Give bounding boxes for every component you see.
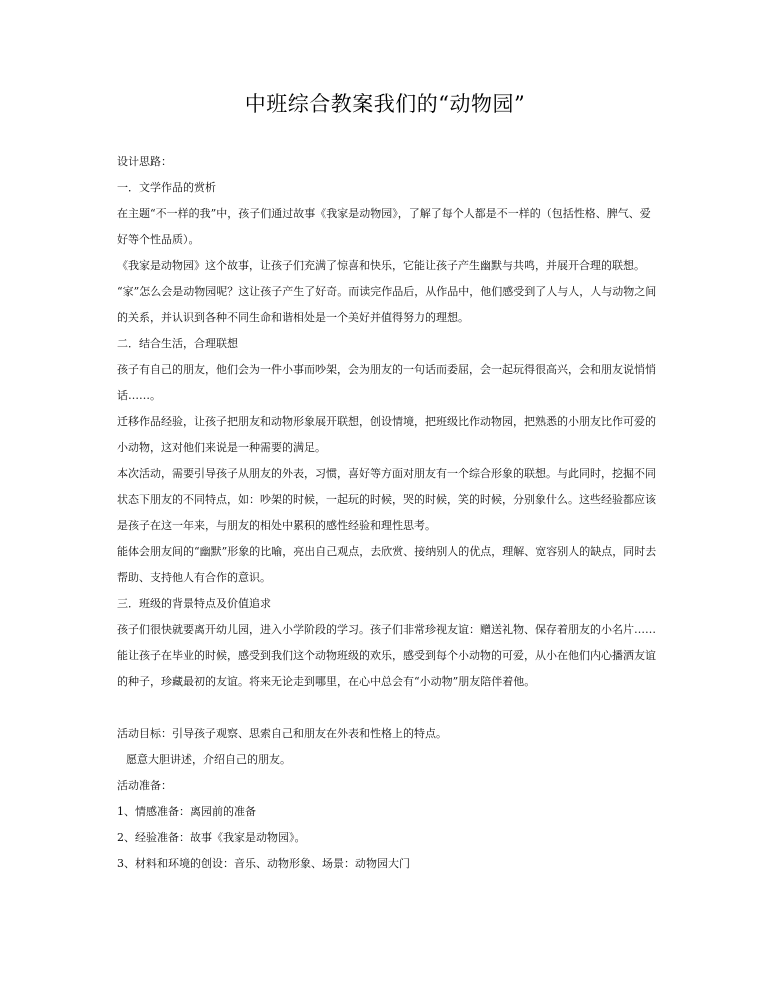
- heading-class-background: 三．班级的背景特点及价值追求: [117, 597, 271, 610]
- paragraph: 在主题“不一样的我”中，孩子们通过故事《我家是动物园》，了解了每个人都是不一样的（包括性格、脾气、爱好等个性品质）。: [117, 207, 651, 246]
- activity-prep-item: 2、经验准备：故事《我家是动物园》。: [117, 831, 306, 844]
- document-body: [117, 149, 661, 877]
- paragraph: 《我家是动物园》这个故事，让孩子们充满了惊喜和快乐，它能让孩子产生幽默与共鸣，并展开合理的联想。: [117, 259, 645, 272]
- paragraph: 孩子们很快就要离开幼儿园，进入小学阶段的学习。孩子们非常珍视友谊：赠送礼物、保存着朋友的小名片……能让孩子在毕业的时候，感受到我们这个动物班级的欢乐，感受到每个小动物的可爱，从小在他们内心播洒友谊的种子，珍藏最初的友谊。将来无论走到哪里，在心中总会有“小动物”朋友陪伴着他。: [117, 623, 656, 688]
- paragraph: 孩子有自己的朋友，他们会为一件小事而吵架，会为朋友的一句话而委屈，会一起玩得很高兴，会和朋友说悄悄话……。: [117, 363, 656, 402]
- paragraph: “家”怎么会是动物园呢？这让孩子产生了好奇。而读完作品后，从作品中，他们感受到了人与人，人与动物之间的关系，并认识到各种不同生命和谐相处是一个美好并值得努力的理想。: [117, 285, 657, 324]
- paragraph: 能体会朋友间的“幽默”形象的比喻，亮出自己观点，去欣赏、接纳别人的优点，理解、宽容别人的缺点，同时去帮助、支持他人有合作的意识。: [117, 545, 657, 584]
- activity-prep-item: 3、材料和环境的创设：音乐、动物形象、场景：动物园大门: [117, 857, 410, 870]
- paragraph: 迁移作品经验，让孩子把朋友和动物形象展开联想，创设情境，把班级比作动物园，把熟悉的小朋友比作可爱的小动物，这对他们来说是一种需要的满足。: [117, 415, 656, 454]
- activity-prep-item: 1、情感准备：离园前的准备: [117, 805, 256, 818]
- document-title: 中班综合教案我们的“动物园”: [244, 92, 526, 116]
- heading-life-association: 二．结合生活，合理联想: [117, 337, 238, 350]
- spacer: [117, 695, 661, 721]
- paragraph: 本次活动，需要引导孩子从朋友的外表，习惯，喜好等方面对朋友有一个综合形象的联想。与此同时，挖掘不同状态下朋友的不同特点，如：吵架的时候，一起玩的时候，哭的时候，笑的时候，分别象什么。这些经验都应该是孩子在这一年来，与朋友的相处中累积的感性经验和理性思考。: [117, 467, 656, 532]
- activity-goal: 活动目标：引导孩子观察、思索自己和朋友在外表和性格上的特点。: [117, 727, 447, 740]
- paragraph-design-ideas: 设计思路：: [117, 155, 172, 168]
- activity-prep-heading: 活动准备：: [117, 779, 172, 792]
- heading-literary-appreciation: 一．文学作品的赏析: [117, 181, 216, 194]
- activity-goal-2: 愿意大胆讲述，介绍自己的朋友。: [126, 753, 291, 766]
